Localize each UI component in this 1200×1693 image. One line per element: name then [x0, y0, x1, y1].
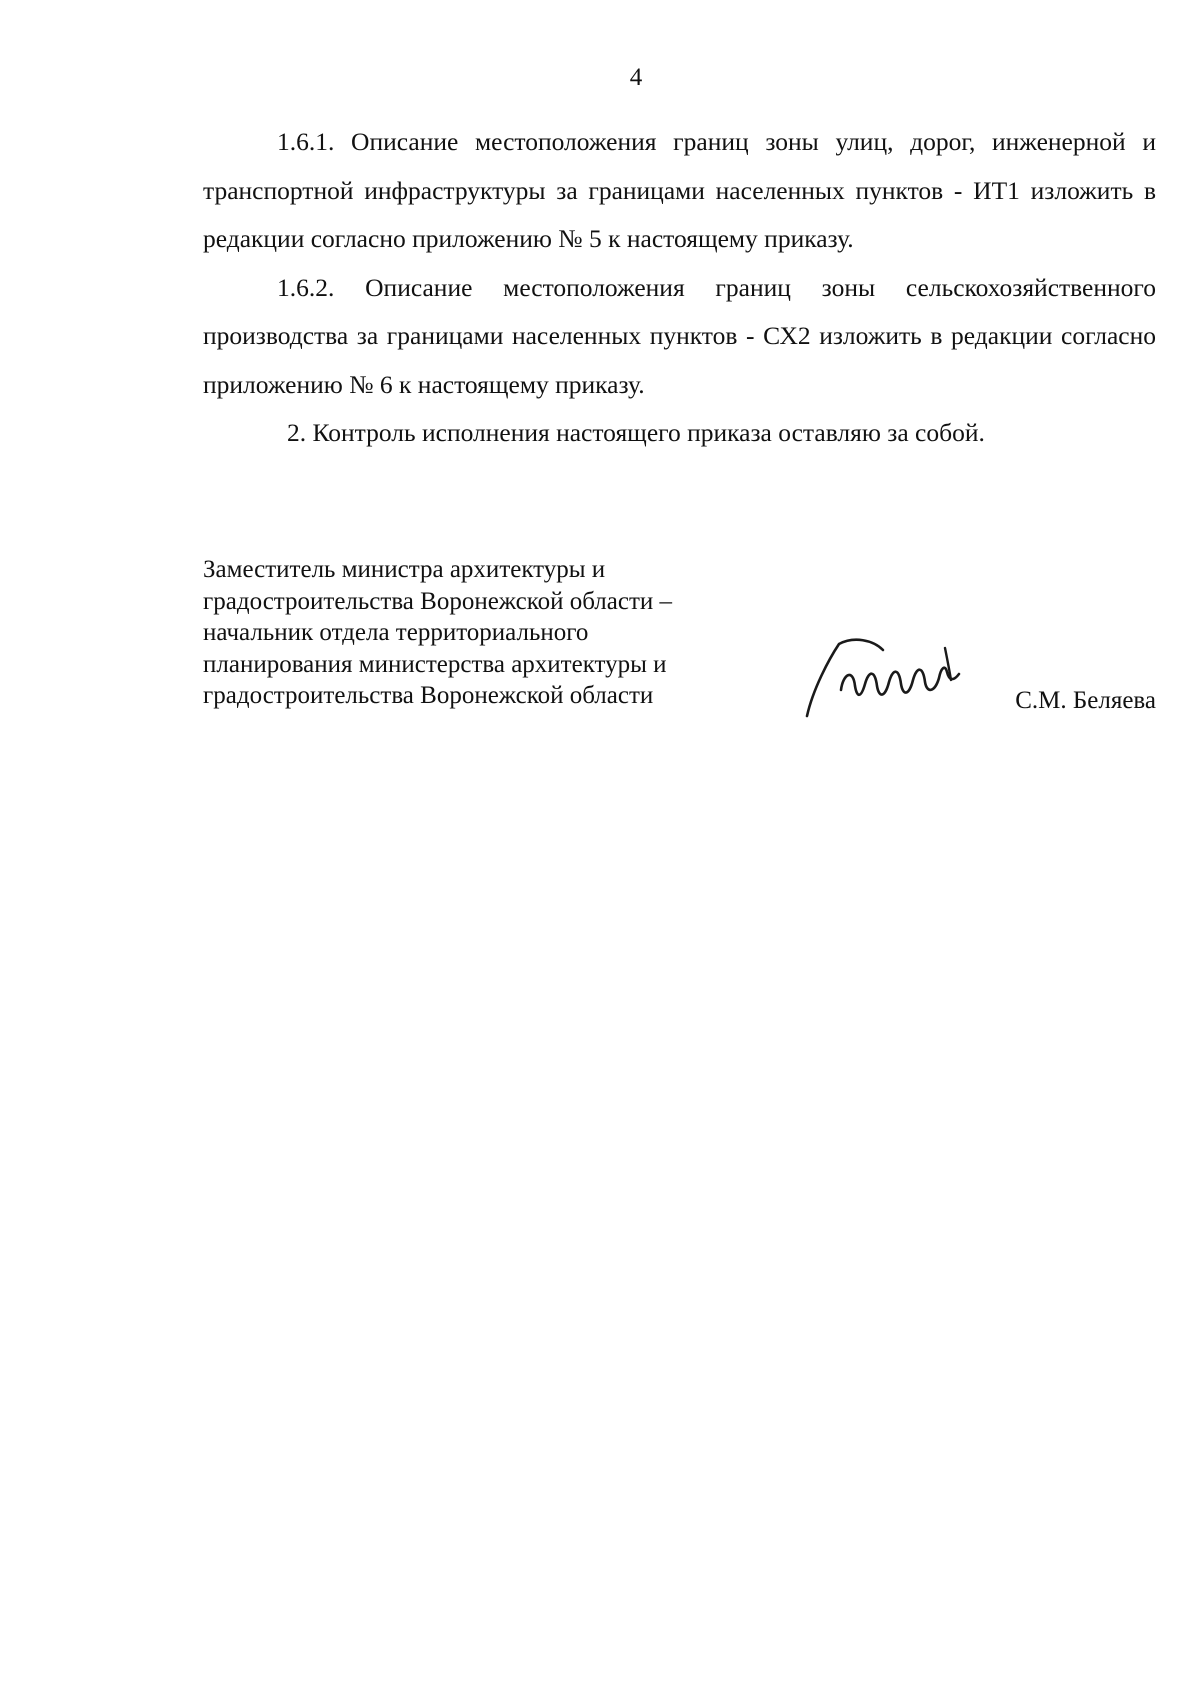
signer-title	[203, 554, 763, 712]
paragraph-2: 2. Контроль исполнения настоящего приказа оставляю за собой.	[287, 418, 985, 447]
signature-block	[203, 554, 1156, 734]
handwritten-signature	[799, 624, 979, 724]
signer-title-line: градостроительства Воронежской области	[203, 682, 654, 709]
signer-title-line: градостроительства Воронежской области –	[203, 587, 673, 615]
signer-title-line: Заместитель министра архитектуры и	[203, 556, 606, 583]
page-number: 4	[629, 64, 643, 91]
signer-title-line: начальник отдела территориального	[203, 619, 589, 646]
document-body	[203, 118, 1156, 458]
signer-title-line: планирования министерства архитектуры и	[203, 650, 667, 678]
paragraph-1-6-2: 1.6.2. Описание местоположения границ зоны сельскохозяйственного производства за границами населенных пунктов - СХ2 изложить в редакции согласно приложению № 6 к настоящему приказу.	[203, 272, 1156, 399]
paragraph-1-6-1: 1.6.1. Описание местоположения границ зоны улиц, дорог, инженерной и транспортной инфраструктуры за границами населенных пунктов - ИТ1 изложить в редакции согласно приложению № 5 к настоящему приказу.	[203, 127, 1156, 253]
signer-name: С.М. Беляева	[1015, 687, 1156, 714]
